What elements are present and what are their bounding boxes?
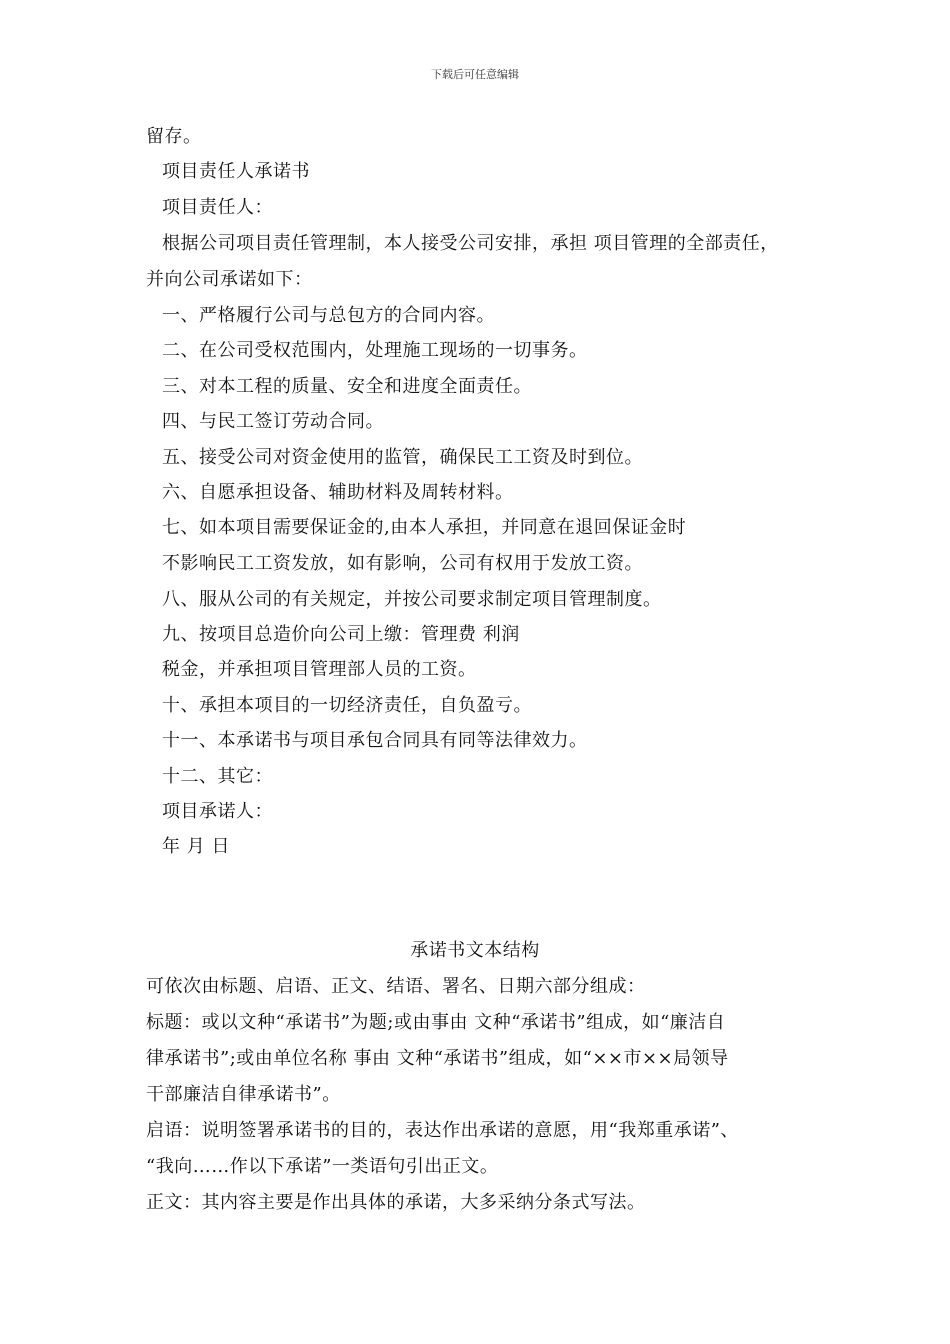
text-line: 干部廉洁自律承诺书”。: [146, 1084, 341, 1105]
text-line: 启语：说明签署承诺书的目的，表达作出承诺的意愿，用“我郑重承诺”、: [146, 1120, 739, 1141]
document-title: 项目责任人承诺书: [162, 161, 310, 182]
text-line: 根据公司项目责任管理制，本人接受公司安排，承担 项目管理的全部责任，: [162, 233, 779, 254]
text-line: 并向公司承诺如下：: [146, 269, 313, 290]
page-header: 下载后可任意编辑: [431, 68, 519, 81]
text-line: 项目责任人：: [162, 197, 273, 218]
list-item: 四、与民工签订劳动合同。: [162, 411, 384, 432]
text-line: 律承诺书”;或由单位名称 事由 文种“承诺书”组成，如“××市××局领导: [146, 1048, 729, 1069]
text-line: 正文：其内容主要是作出具体的承诺，大多采纳分条式写法。: [146, 1192, 646, 1213]
signature-label: 项目承诺人：: [162, 801, 273, 822]
list-item: 五、接受公司对资金使用的监管，确保民工工资及时到位。: [162, 447, 643, 468]
list-item: 不影响民工工资发放，如有影响，公司有权用于发放工资。: [162, 553, 643, 574]
text-line: 留存。: [146, 126, 202, 147]
list-item: 三、对本工程的质量、安全和进度全面责任。: [162, 376, 532, 397]
text-line: 可依次由标题、启语、正文、结语、署名、日期六部分组成：: [146, 976, 646, 997]
list-item: 税金，并承担项目管理部人员的工资。: [162, 659, 477, 680]
list-item: 十二、其它：: [162, 766, 273, 787]
list-item: 二、在公司受权范围内，处理施工现场的一切事务。: [162, 340, 588, 361]
list-item: 七、如本项目需要保证金的,由本人承担，并同意在退回保证金时: [162, 517, 687, 538]
text-line: “我向……作以下承诺”一类语句引出正文。: [146, 1156, 499, 1177]
list-item: 九、按项目总造价向公司上缴：管理费 利润: [162, 624, 520, 645]
section-title: 承诺书文本结构: [410, 940, 540, 961]
list-item: 一、严格履行公司与总包方的合同内容。: [162, 305, 495, 326]
list-item: 十、承担本项目的一切经济责任，自负盈亏。: [162, 695, 532, 716]
list-item: 十一、本承诺书与项目承包合同具有同等法律效力。: [162, 730, 588, 751]
list-item: 八、服从公司的有关规定，并按公司要求制定项目管理制度。: [162, 589, 662, 610]
date-label: 年 月 日: [162, 836, 230, 857]
list-item: 六、自愿承担设备、辅助材料及周转材料。: [162, 482, 514, 503]
text-line: 标题：或以文种“承诺书”为题;或由事由 文种“承诺书”组成，如“廉洁自: [146, 1012, 726, 1033]
